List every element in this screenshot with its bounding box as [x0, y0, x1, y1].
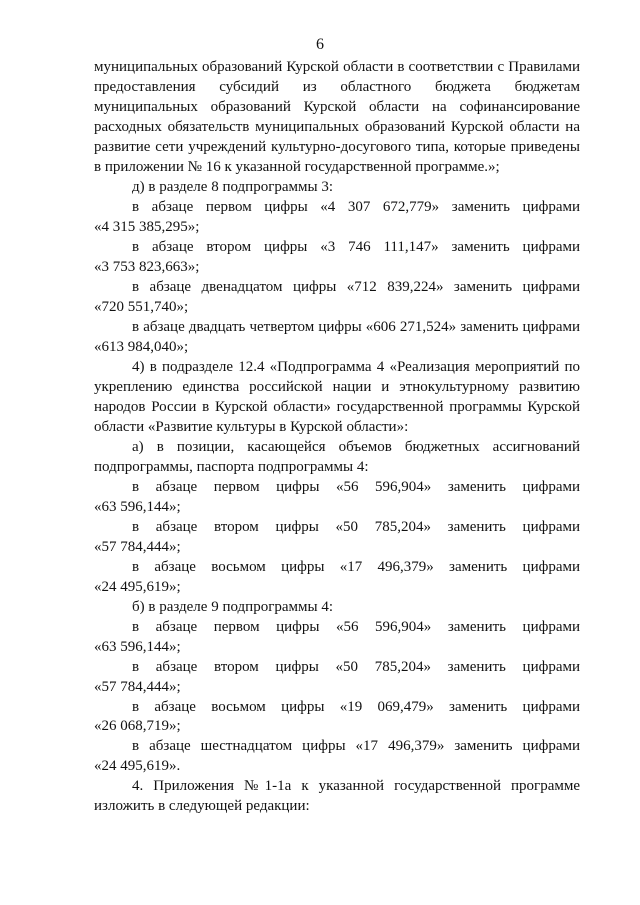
text-line: в абзаце втором цифры «50 785,204» заменить цифрами	[132, 518, 580, 535]
text-line: «720 551,740»;	[94, 298, 189, 315]
text-line: в абзаце двенадцатом цифры «712 839,224» заменить цифрами	[132, 278, 580, 295]
text-line: муниципальных образований Курской области в соответствии с Правилами	[94, 59, 580, 75]
page-number: 6	[316, 36, 324, 53]
document-body	[94, 58, 580, 816]
text-line: «24 495,619».	[94, 758, 181, 775]
text-line: «26 068,719»;	[94, 718, 181, 735]
text-line: «57 784,444»;	[94, 538, 181, 555]
text-line: «24 495,619»;	[94, 578, 181, 595]
text-line: д) в разделе 8 подпрограммы 3:	[132, 178, 333, 195]
text-line: «613 984,040»;	[94, 338, 189, 355]
text-line: в абзаце первом цифры «56 596,904» заменить цифрами	[132, 478, 580, 495]
text-line: в абзаце втором цифры «3 746 111,147» заменить цифрами	[132, 238, 580, 255]
text-line: подпрограммы, паспорта подпрограммы 4:	[94, 458, 369, 475]
text-line: в абзаце шестнадцатом цифры «17 496,379» заменить цифрами	[132, 738, 580, 755]
text-line: развитие сети учреждений культурно-досугового типа, которые приведены	[94, 138, 580, 155]
text-line: в абзаце восьмом цифры «17 496,379» заменить цифрами	[132, 558, 580, 575]
text-line: изложить в следующей редакции:	[94, 798, 310, 815]
text-line: а) в позиции, касающейся объемов бюджетных ассигнований	[132, 438, 580, 455]
text-line: б) в разделе 9 подпрограммы 4:	[132, 598, 333, 615]
text-line: укреплению единства российской нации и этнокультурному развитию	[94, 378, 580, 395]
text-line: в абзаце первом цифры «56 596,904» заменить цифрами	[132, 618, 580, 635]
text-line: в абзаце двадцать четвертом цифры «606 271,524» заменить цифрами	[132, 318, 580, 335]
text-line: расходных обязательств муниципальных образований Курской области на	[94, 118, 580, 135]
text-line: в абзаце втором цифры «50 785,204» заменить цифрами	[132, 658, 580, 675]
text-line: предоставления субсидий из областного бюджета бюджетам	[94, 78, 580, 95]
text-line: в абзаце первом цифры «4 307 672,779» заменить цифрами	[132, 198, 580, 215]
text-line: народов России в Курской области» государственной программы Курской	[94, 398, 580, 415]
text-line: муниципальных образований Курской области на софинансирование	[94, 98, 580, 115]
text-line: «4 315 385,295»;	[94, 218, 200, 235]
text-line: «57 784,444»;	[94, 678, 181, 695]
text-line: в приложении № 16 к указанной государственной программе.»;	[94, 158, 500, 175]
text-line: в абзаце восьмом цифры «19 069,479» заменить цифрами	[132, 698, 580, 715]
text-line: «3 753 823,663»;	[94, 258, 200, 275]
text-line: области «Развитие культуры в Курской области»:	[94, 418, 409, 435]
text-line: 4. Приложения №1-1а к указанной государственной программе	[132, 778, 580, 795]
text-line: 4) в подразделе 12.4 «Подпрограмма 4 «Реализация мероприятий по	[132, 358, 580, 375]
text-line: «63 596,144»;	[94, 498, 181, 515]
text-line: «63 596,144»;	[94, 638, 181, 655]
